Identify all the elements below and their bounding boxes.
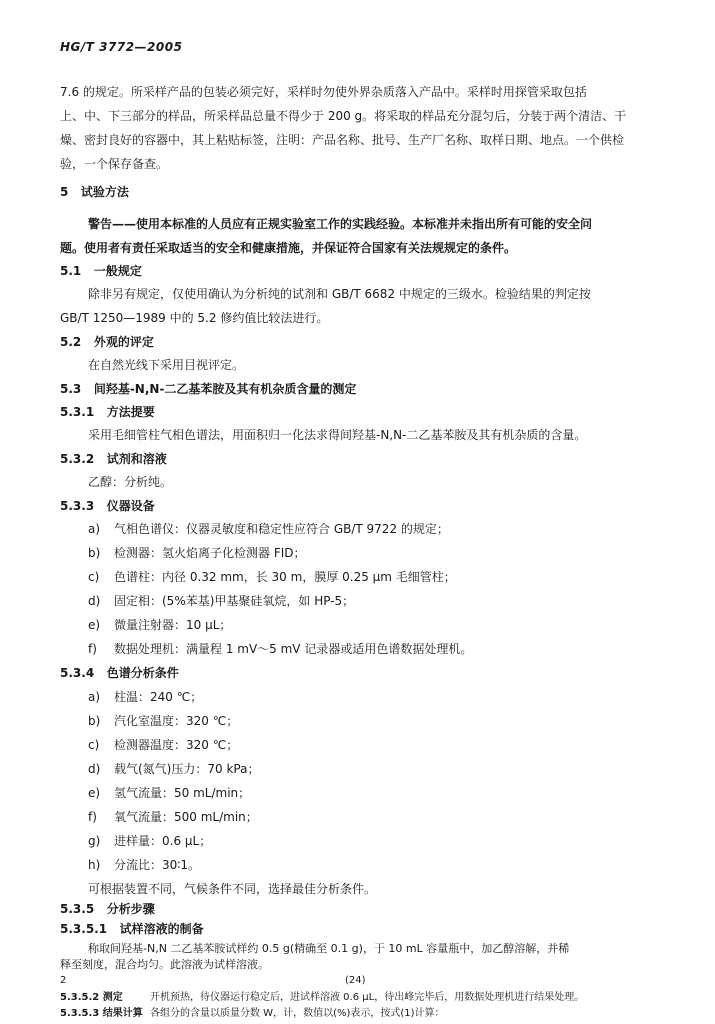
list-item-label: d) <box>88 762 101 776</box>
list-item-text: 固定相：(5%苯基)甲基聚硅氧烷，如 HP-5； <box>114 594 355 608</box>
section-title: 试验方法 <box>80 185 129 199</box>
list-item-label: d) <box>88 594 101 608</box>
section-5-3-5-1-line-2: 释至刻度，混合均匀。此溶液为试样溶液。 <box>60 958 269 971</box>
section-title: 外观的评定 <box>93 335 154 349</box>
section-5-2-heading <box>60 333 154 350</box>
list-item-label: b) <box>88 546 101 560</box>
section-title: 试剂和溶液 <box>106 452 167 466</box>
list-item <box>88 712 238 729</box>
list-item <box>88 832 211 849</box>
section-5-3-5-1-line-1: 称取间羟基-N,N 二乙基苯胺试样约 0.5 g(精确至 0.1 g)，于 10 mL 容量瓶中，加乙醇溶解，并稀 <box>88 942 570 955</box>
section-number: 5 <box>60 185 69 199</box>
intro-line-3: 燥、密封良好的容器中，其上粘贴标签，注明：产品名称、批号、生产厂名称、取样日期、地点。一个供检 <box>60 133 625 147</box>
section-5-1-line-2: GB/T 1250—1989 中的 5.2 修约值比较法进行。 <box>60 311 329 325</box>
list-item-text: 检测器：氢火焰离子化检测器 FID； <box>114 546 306 560</box>
section-5-3-3-heading <box>60 497 155 514</box>
section-title: 色谱分析条件 <box>106 666 179 680</box>
section-5-heading <box>60 183 129 200</box>
section-5-2-text: 在自然光线下采用目视评定。 <box>88 358 245 372</box>
warning-line-2: 题。使用者有责任采取适当的安全和健康措施，并保证符合国家有关法规规定的条件。 <box>60 241 517 255</box>
list-item-text: 进样量：0.6 μL； <box>114 834 212 848</box>
section-5-3-2-text: 乙醇：分析纯。 <box>88 475 173 489</box>
list-item-label: a) <box>88 522 101 536</box>
list-item <box>88 784 250 801</box>
list-item <box>88 592 354 609</box>
page-number-left: 2 <box>60 975 67 986</box>
section-title: 方法提要 <box>106 405 155 419</box>
list-item-label: f) <box>88 642 97 656</box>
section-number: 5.3.5 <box>60 902 95 916</box>
list-item-label: f) <box>88 810 97 824</box>
list-item-label: b) <box>88 714 101 728</box>
list-item-text: 检测器温度：320 ℃； <box>114 738 239 752</box>
section-number: 5.3.2 <box>60 452 95 466</box>
section-number: 5.2 <box>60 335 82 349</box>
list-item-text: 柱温：240 ℃； <box>114 690 203 704</box>
section-5-3-5-2-text: 开机预热，待仪器运行稳定后，进试样溶液 0.6 μL，待出峰完毕后，用数据处理机进行结果处理。 <box>150 992 585 1003</box>
list-item <box>88 640 472 657</box>
section-5-3-1-text: 采用毛细管柱气相色谱法，用面积归一化法求得间羟基-N,N-二乙基苯胺及其有机杂质的含量。 <box>88 428 587 442</box>
list-item-text: 色谱柱：内径 0.32 mm，长 30 m，膜厚 0.25 μm 毛细管柱； <box>114 570 456 584</box>
standard-code-header: HG/T 3772—2005 <box>60 40 183 54</box>
section-number: 5.3.5.1 <box>60 922 108 936</box>
list-item-label: h) <box>88 858 101 872</box>
list-item-text: 载气(氮气)压力：70 kPa； <box>114 762 260 776</box>
section-number: 5.3.5.3 <box>60 1008 100 1019</box>
section-5-3-1-heading <box>60 403 155 420</box>
list-item-label: c) <box>88 738 100 752</box>
list-item <box>88 520 449 537</box>
list-item <box>88 568 456 585</box>
section-5-3-5-3-heading <box>60 1004 143 1019</box>
section-number: 5.3 <box>60 382 82 396</box>
section-5-3-5-1-heading <box>60 920 204 937</box>
section-5-3-2-heading <box>60 450 167 467</box>
section-title: 分析步骤 <box>106 902 155 916</box>
list-item-text: 气相色谱仪：仪器灵敏度和稳定性应符合 GB/T 9722 的规定； <box>114 522 449 536</box>
section-5-3-5-3-text: 各组分的含量以质量分数 W，计，数值以(%)表示，按式(1)计算： <box>150 1008 445 1019</box>
section-title: 一般规定 <box>93 264 142 278</box>
list-item <box>88 544 306 561</box>
list-item-label: a) <box>88 690 101 704</box>
intro-line-4: 验，一个保存备查。 <box>60 157 169 171</box>
section-number: 5.3.3 <box>60 499 95 513</box>
section-number: 5.3.1 <box>60 405 95 419</box>
list-item <box>88 688 202 705</box>
list-item-text: 微量注射器：10 μL； <box>114 618 232 632</box>
list-item <box>88 856 200 873</box>
list-item-label: g) <box>88 834 101 848</box>
page-number-center: (24) <box>345 975 366 986</box>
section-title: 试样溶液的制备 <box>119 922 204 936</box>
section-5-1-heading <box>60 262 142 279</box>
section-title: 测定 <box>102 992 123 1003</box>
intro-line-2: 上、中、下三部分的样品，所采样品总量不得少于 200 g。将采取的样品充分混匀后，分装于两个清洁、干 <box>60 109 627 123</box>
section-number: 5.3.5.2 <box>60 992 100 1003</box>
list-item-label: c) <box>88 570 100 584</box>
list-item-text: 数据处理机：满量程 1 mV～5 mV 记录器或适用色谱数据处理机。 <box>114 642 473 656</box>
section-5-1-line-1: 除非另有规定，仅使用确认为分析纯的试剂和 GB/T 6682 中规定的三级水。检验结果的判定按 <box>88 287 591 301</box>
list-item-label: e) <box>88 786 101 800</box>
list-item-label: e) <box>88 618 101 632</box>
section-number: 5.3.4 <box>60 666 95 680</box>
section-title: 仪器设备 <box>106 499 155 513</box>
section-5-3-5-2-heading <box>60 988 123 1003</box>
section-5-3-4-heading <box>60 664 179 681</box>
list-item-text: 汽化室温度：320 ℃； <box>114 714 239 728</box>
section-5-3-4-note: 可根据装置不同，气候条件不同，选择最佳分析条件。 <box>88 882 377 896</box>
list-item <box>88 736 238 753</box>
list-item <box>88 760 259 777</box>
section-number: 5.1 <box>60 264 82 278</box>
section-5-3-5-heading <box>60 900 155 917</box>
list-item-text: 氢气流量：50 mL/min； <box>114 786 251 800</box>
section-5-3-heading <box>60 380 356 397</box>
section-title: 间羟基-N,N-二乙基苯胺及其有机杂质含量的测定 <box>93 382 357 396</box>
intro-line-1: 7.6 的规定。所采样产品的包装必须完好，采样时勿使外界杂质落入产品中。采样时用探管采取包括 <box>60 85 587 99</box>
warning-line-1: 警告——使用本标准的人员应有正规实验室工作的实践经验。本标准并未指出所有可能的安全问 <box>88 217 593 231</box>
list-item <box>88 808 258 825</box>
list-item-text: 氧气流量：500 mL/min； <box>114 810 258 824</box>
list-item-text: 分流比：30∶1。 <box>114 858 201 872</box>
section-title: 结果计算 <box>102 1008 143 1019</box>
list-item <box>88 616 231 633</box>
